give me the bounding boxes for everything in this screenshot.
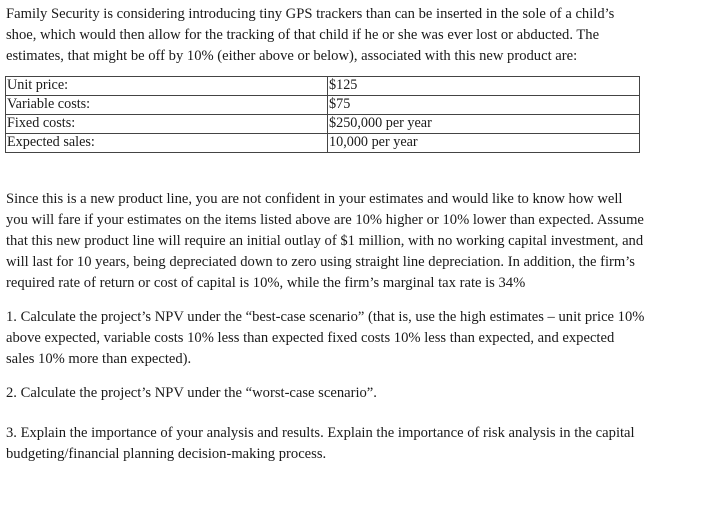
estimate-label: Fixed costs: xyxy=(6,115,328,134)
table-row xyxy=(6,115,640,134)
estimate-label: Unit price: xyxy=(6,77,328,96)
question-1: 1. Calculate the project’s NPV under the “best-case scenario” (that is, use the high estimates – unit price 10% above expected, variable costs 10% less than expected fixed costs 10% less than expected, and expected sales 10% more than expected). xyxy=(6,309,645,367)
estimates-table xyxy=(5,76,640,153)
estimate-value: 10,000 per year xyxy=(328,134,640,153)
assumptions-paragraph: Since this is a new product line, you are not confident in your estimates and would like to know how well you will fare if your estimates on the items listed above are 10% higher or 10% lower than expected. Assume that this new product line will require an initial outlay of $1 million, with no working capital investment, and will last for 10 years, being depreciated down to zero using straight line depreciation. In addition, the firm’s required rate of return or cost of capital is 10%, while the firm’s marginal tax rate is 34% xyxy=(6,191,644,291)
document xyxy=(6,4,646,465)
estimate-label: Variable costs: xyxy=(6,96,328,115)
intro-paragraph: Family Security is considering introducing tiny GPS trackers than can be inserted in the sole of a child’s shoe, which would then allow for the tracking of that child if he or she was ever lost or abducted. The estimates, that might be off by 10% (either above or below), associated with this new product are: xyxy=(6,6,615,64)
question-2: 2. Calculate the project’s NPV under the “worst-case scenario”. xyxy=(6,385,377,401)
table-row xyxy=(6,96,640,115)
table-row xyxy=(6,134,640,153)
estimate-value: $125 xyxy=(328,77,640,96)
table-row xyxy=(6,77,640,96)
estimate-value: $250,000 per year xyxy=(328,115,640,134)
estimate-label: Expected sales: xyxy=(6,134,328,153)
question-3: 3. Explain the importance of your analysis and results. Explain the importance of risk analysis in the capital budgeting/financial planning decision-making process. xyxy=(6,425,635,462)
estimate-value: $75 xyxy=(328,96,640,115)
